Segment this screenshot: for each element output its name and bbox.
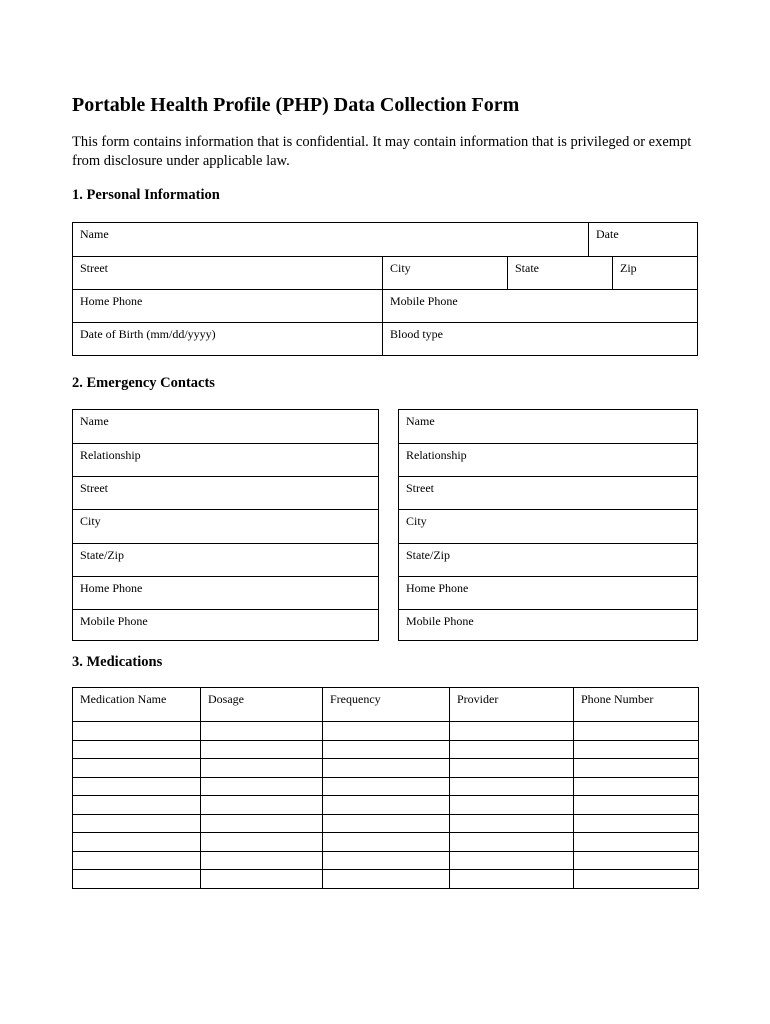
dob-label: Date of Birth (mm/dd/yyyy)	[80, 327, 216, 341]
table-cell[interactable]	[450, 870, 574, 889]
contact1-city-field[interactable]	[73, 510, 378, 544]
contact1-mobile-phone-label: Mobile Phone	[80, 614, 148, 628]
table-cell[interactable]	[574, 870, 699, 889]
contact1-street-field[interactable]	[73, 477, 378, 510]
contact1-relationship-label: Relationship	[80, 448, 141, 462]
table-cell[interactable]	[323, 722, 450, 741]
table-cell[interactable]	[450, 796, 574, 815]
home-phone-field[interactable]	[73, 290, 382, 322]
name-field[interactable]	[73, 223, 588, 256]
table-cell[interactable]	[450, 833, 574, 852]
table-cell[interactable]	[323, 759, 450, 778]
state-label: State	[515, 261, 539, 275]
table-cell[interactable]	[201, 740, 323, 759]
emergency-contact-2	[398, 409, 698, 641]
contact1-state-zip-field[interactable]	[73, 544, 378, 577]
personal-row-address	[73, 257, 697, 290]
city-field[interactable]	[382, 257, 507, 289]
contact2-relationship-field[interactable]	[399, 444, 697, 477]
table-row	[73, 833, 699, 852]
contact2-city-label: City	[406, 514, 427, 528]
medications-body	[73, 722, 699, 889]
personal-row-phones	[73, 290, 697, 323]
contact1-home-phone-label: Home Phone	[80, 581, 143, 595]
mobile-phone-label: Mobile Phone	[390, 294, 458, 308]
table-cell[interactable]	[73, 870, 201, 889]
column-header: Medication Name	[73, 688, 201, 722]
table-cell[interactable]	[323, 814, 450, 833]
table-cell[interactable]	[574, 814, 699, 833]
table-row	[73, 759, 699, 778]
emergency-contact-1	[72, 409, 379, 641]
contact1-mobile-phone-field[interactable]	[73, 610, 378, 640]
medications-header-row	[73, 688, 699, 722]
home-phone-label: Home Phone	[80, 294, 143, 308]
contact2-mobile-phone-label: Mobile Phone	[406, 614, 474, 628]
contact1-relationship-field[interactable]	[73, 444, 378, 477]
personal-info-box	[72, 222, 698, 356]
table-cell[interactable]	[450, 722, 574, 741]
date-label: Date	[596, 227, 619, 241]
contact1-name-label: Name	[80, 414, 109, 428]
mobile-phone-field[interactable]	[382, 290, 697, 322]
contact2-state-zip-label: State/Zip	[406, 548, 450, 562]
page-title: Portable Health Profile (PHP) Data Collection Form	[72, 94, 520, 116]
dob-field[interactable]	[73, 323, 382, 355]
contact2-home-phone-label: Home Phone	[406, 581, 469, 595]
table-row	[73, 870, 699, 889]
table-cell[interactable]	[450, 814, 574, 833]
column-header: Dosage	[201, 688, 323, 722]
table-cell[interactable]	[323, 740, 450, 759]
blood-type-label: Blood type	[390, 327, 443, 341]
contact1-name-field[interactable]	[73, 410, 378, 444]
table-cell[interactable]	[574, 759, 699, 778]
zip-field[interactable]	[612, 257, 697, 289]
emergency-contacts-heading: 2. Emergency Contacts	[72, 375, 215, 391]
personal-row-birth	[73, 323, 697, 355]
contact2-name-label: Name	[406, 414, 435, 428]
table-row	[73, 814, 699, 833]
contact2-mobile-phone-field[interactable]	[399, 610, 697, 640]
personal-info-heading: 1. Personal Information	[72, 187, 220, 203]
table-cell[interactable]	[574, 722, 699, 741]
date-field[interactable]	[588, 223, 697, 256]
table-cell[interactable]	[323, 796, 450, 815]
table-cell[interactable]	[73, 759, 201, 778]
table-cell[interactable]	[323, 870, 450, 889]
table-cell[interactable]	[450, 777, 574, 796]
table-cell[interactable]	[450, 851, 574, 870]
contact2-street-label: Street	[406, 481, 434, 495]
confidentiality-notice: This form contains information that is confidential. It may contain information that is privileged or exempt from disclosure under applicable law.	[72, 134, 692, 169]
table-cell[interactable]	[73, 740, 201, 759]
street-field[interactable]	[73, 257, 382, 289]
table-cell[interactable]	[201, 814, 323, 833]
name-label: Name	[80, 227, 109, 241]
contact2-home-phone-field[interactable]	[399, 577, 697, 610]
column-header: Phone Number	[574, 688, 699, 722]
medications-heading: 3. Medications	[72, 654, 163, 670]
column-header: Provider	[450, 688, 574, 722]
table-cell[interactable]	[201, 870, 323, 889]
table-row	[73, 777, 699, 796]
column-header: Frequency	[323, 688, 450, 722]
table-cell[interactable]	[201, 777, 323, 796]
table-cell[interactable]	[323, 851, 450, 870]
table-cell[interactable]	[73, 814, 201, 833]
table-row	[73, 851, 699, 870]
contact1-city-label: City	[80, 514, 101, 528]
table-cell[interactable]	[73, 833, 201, 852]
table-cell[interactable]	[73, 851, 201, 870]
zip-label: Zip	[620, 261, 637, 275]
table-cell[interactable]	[574, 777, 699, 796]
state-field[interactable]	[507, 257, 612, 289]
table-cell[interactable]	[323, 833, 450, 852]
table-cell[interactable]	[574, 740, 699, 759]
contact2-city-field[interactable]	[399, 510, 697, 544]
table-cell[interactable]	[201, 796, 323, 815]
table-row	[73, 722, 699, 741]
contact2-state-zip-field[interactable]	[399, 544, 697, 577]
table-cell[interactable]	[201, 851, 323, 870]
contact2-name-field[interactable]	[399, 410, 697, 444]
table-cell[interactable]	[450, 740, 574, 759]
table-cell[interactable]	[574, 851, 699, 870]
table-cell[interactable]	[323, 777, 450, 796]
blood-type-field[interactable]	[382, 323, 697, 355]
street-label: Street	[80, 261, 108, 275]
contact2-relationship-label: Relationship	[406, 448, 467, 462]
table-cell[interactable]	[73, 796, 201, 815]
contact1-home-phone-field[interactable]	[73, 577, 378, 610]
medications-table	[72, 687, 699, 889]
contact1-state-zip-label: State/Zip	[80, 548, 124, 562]
contact2-street-field[interactable]	[399, 477, 697, 510]
table-cell[interactable]	[73, 722, 201, 741]
contact1-street-label: Street	[80, 481, 108, 495]
table-cell[interactable]	[201, 833, 323, 852]
table-cell[interactable]	[450, 759, 574, 778]
table-cell[interactable]	[201, 722, 323, 741]
table-row	[73, 796, 699, 815]
table-cell[interactable]	[73, 777, 201, 796]
city-label: City	[390, 261, 411, 275]
table-cell[interactable]	[201, 759, 323, 778]
table-row	[73, 740, 699, 759]
table-cell[interactable]	[574, 796, 699, 815]
personal-row-name	[73, 223, 697, 257]
table-cell[interactable]	[574, 833, 699, 852]
